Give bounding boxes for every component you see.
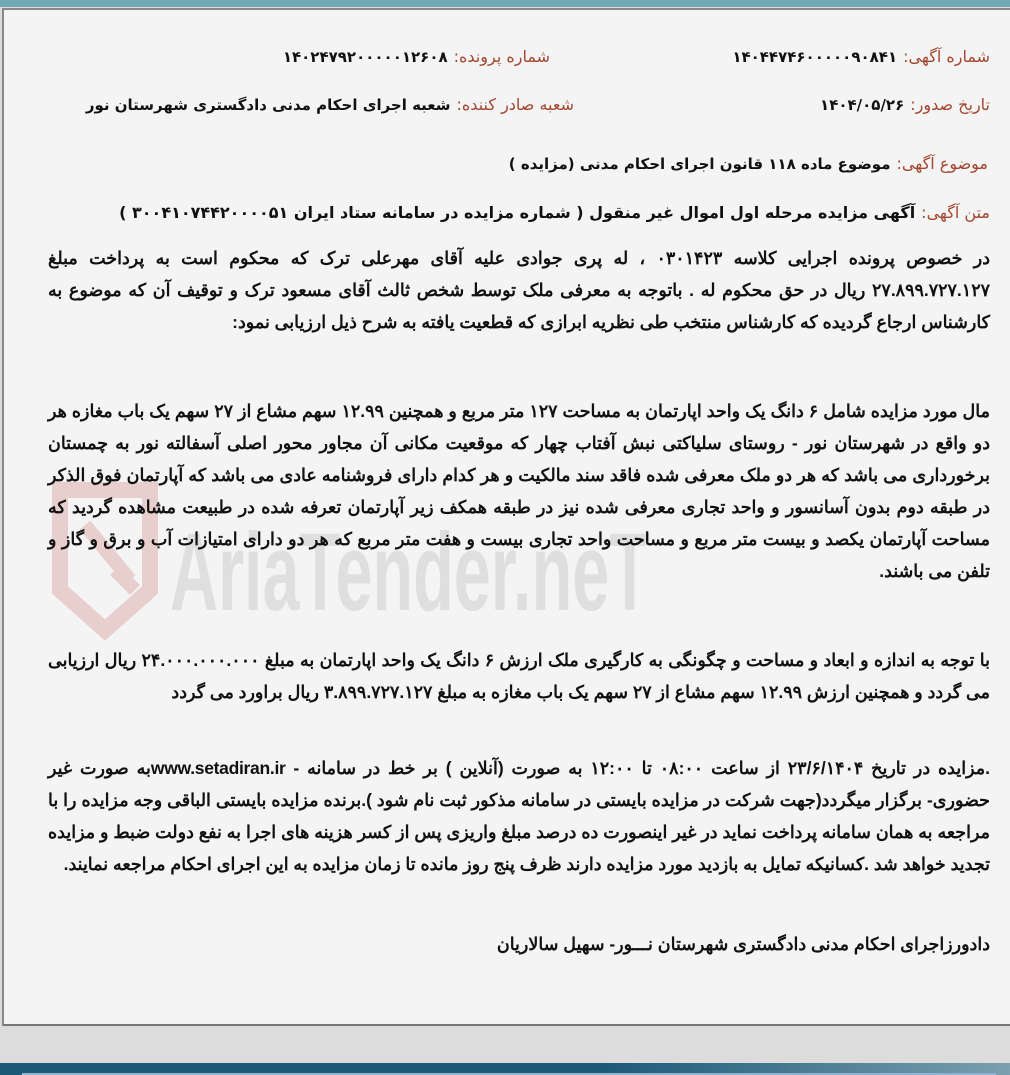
issuer-value: شعبه اجرای احکام مدنی دادگستری شهرستان نور — [85, 96, 451, 114]
paragraph-case: در خصوص پرونده اجرایی کلاسه ۰۳۰۱۴۲۳ ، له پری جوادی علیه آقای مهرعلی ترک که محکوم است به پرداخت مبلغ ۲۷.۸۹۹.۷۲۷.۱۲۷ ریال در حق محکوم له . باتوجه به معرفی ملک توسط شخص ثالث آقای مسعود ترک و توقیف آن که موضوع به کارشناس ارجاع گردیده که کارشناس منتخب طی نظریه ابرازی که قطعیت یافته به شرح ذیل ارزیابی نمود: — [48, 248, 990, 332]
issuer-label: شعبه صادر کننده: — [456, 95, 574, 114]
ad-number-value: ۱۴۰۴۴۷۴۶۰۰۰۰۰۹۰۸۴۱ — [732, 48, 898, 66]
bottom-bar — [0, 1063, 1010, 1075]
paragraph-valuation: با توجه به اندازه و ابعاد و مساحت و چگونگی به کارگیری ملک ارزش ۶ دانگ یک واحد اپارتمان به مبلغ ۲۴.۰۰۰.۰۰۰.۰۰۰ ریال ارزیابی می گردد و همچنین ارزش ۱۲.۹۹ سهم مشاع از ۲۷ سهم یک باب مغازه به مبلغ ۳.۸۹۹.۷۲۷.۱۲۷ ریال براورد می گردد — [48, 650, 990, 702]
issuer-row — [86, 95, 574, 114]
paragraph-property: مال مورد مزایده شامل ۶ دانگ یک واحد اپارتمان به مساحت ۱۲۷ متر مربع و همچنین ۱۲.۹۹ سهم مشاع از ۲۷ سهم یک باب مغازه هر دو واقع در شهرستان نور - روستای سلیاکتی نبش آفتاب چهار که موقعیت مکانی آن مجاور محور اصلی آسفالته نور به چمستان برخورداری می باشد که هر دو ملک معرفی شده فاقد سند مالکیت و هر کدام دارای فروشنامه عادی می باشد که آپارتمان فوق الذکر در طبقه دوم بدون آسانسور و واحد تجاری معرفی شده نیز در طبقه همکف زیر آپارتمان تعرفه شده در طبیعت مشاهده گردید که مساحت آپارتمان یکصد و بیست متر مربع و مساحت واحد تجاری بیست و هفت متر مربع که هر دو دارای امتیازات آب و برق و گاز و تلفن می باشند. — [48, 401, 990, 581]
case-number-label: شماره پرونده: — [453, 47, 550, 66]
case-number-value: ۱۴۰۲۴۷۹۲۰۰۰۰۰۱۲۶۰۸ — [282, 48, 448, 66]
subject-value: موضوع ماده ۱۱۸ قانون اجرای احکام مدنی (مزایده ) — [508, 155, 891, 173]
text-title-value: آگهی مزایده مرحله اول اموال غیر منقول ( شماره مزایده در سامانه ستاد ایران ۳۰۰۴۱۰۷۴۴۲۰۰۰۰۵۱ ) — [119, 203, 916, 222]
paragraph-auction: .مزایده در تاریخ ۲۳/۶/۱۴۰۴ از ساعت ۰۸:۰۰ تا ۱۲:۰۰ به صورت (آنلاین ) بر خط در سامانه - www.setadiran.irبه صورت غیر حضوری- برگزار میگردد(جهت شرکت در مزایده بایستی در سامانه مذکور ثبت نام شود ).برنده مزایده بایستی الباقی وجه مزایده را با مراجعه به همان سامانه پرداخت نماید در غیر اینصورت ده درصد مبلغ واریزی پس از کسر هزینه های اجرا به نفع دولت ضبط و مزایده تجدید خواهد شد .کسانیکه تمایل به بازدید مورد مزایده دارند ظرف پنج روز مانده تا زمان مزایده به این اجرای احکام مراجعه نمایند. — [48, 758, 990, 874]
top-strip — [0, 0, 1010, 7]
signature: دادورزاجرای احکام مدنی دادگستری شهرستان نـــور- سهیل سالاریان — [496, 934, 990, 954]
text-title-row — [119, 203, 990, 222]
text-title-label: متن آگهی: — [921, 203, 990, 222]
svg-text:AriaTender.neT: AriaTender.neT — [170, 511, 650, 634]
issue-date-value: ۱۴۰۴/۰۵/۲۶ — [820, 96, 905, 114]
subject-label: موضوع آگهی: — [896, 154, 988, 173]
case-number-row — [283, 47, 550, 66]
subject-row — [509, 154, 988, 173]
issue-date-row — [820, 95, 990, 114]
ad-number-row — [732, 47, 990, 66]
ad-number-label: شماره آگهی: — [903, 47, 990, 66]
issue-date-label: تاریخ صدور: — [910, 95, 990, 114]
